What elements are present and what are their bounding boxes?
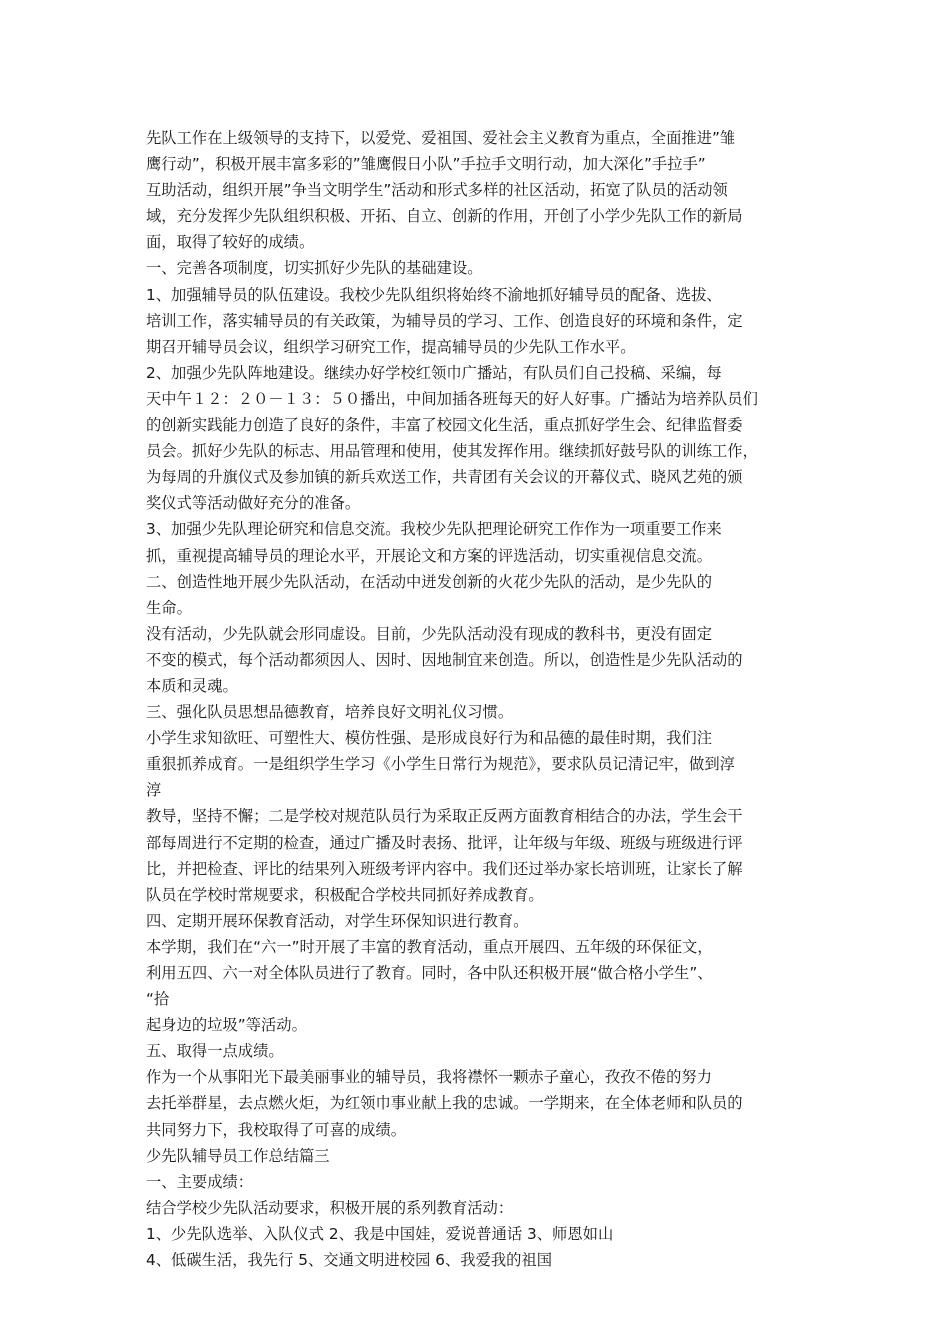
text-line: 2、加强少先队阵地建设。继续办好学校红领巾广播站，有队员们自己投稿、采编，每 — [146, 363, 722, 382]
text-line: 结合学校少先队活动要求，积极开展的系列教育活动： — [146, 1198, 514, 1217]
text-line: 共同努力下，我校取得了可喜的成绩。 — [146, 1120, 407, 1139]
text-line: 奖仪式等活动做好充分的准备。 — [146, 494, 361, 513]
text-line: 比，并把检查、评比的结果列入班级考评内容中。我们还过举办家长培训班，让家长了解 — [146, 859, 743, 878]
text-line: 面，取得了较好的成绩。 — [146, 233, 315, 252]
text-line: 4、低碳生活，我先行 5、交通文明进校园 6、我爱我的祖国 — [146, 1251, 553, 1270]
text-line: 天中午１２：２０－１３：５０播出，中间加插各班每天的好人好事。广播站为培养队员们 — [146, 389, 758, 408]
text-line: 3、加强少先队理论研究和信息交流。我校少先队把理论研究工作作为一项重要工作来 — [146, 520, 722, 539]
text-line: 作为一个从事阳光下最美丽事业的辅导员，我将襟怀一颗赤子童心，孜孜不倦的努力 — [146, 1068, 712, 1087]
text-line: 重狠抓养成育。一是组织学生学习《小学生日常行为规范》，要求队员记清记牢，做到淳 — [146, 755, 735, 774]
text-line: 期召开辅导员会议，组织学习研究工作，提高辅导员的少先队工作水平。 — [146, 337, 636, 356]
text-line: 淳 — [146, 781, 162, 800]
text-line: 少先队辅导员工作总结篇三 — [146, 1146, 330, 1165]
text-line: 1、少先队选举、入队仪式 2、我是中国娃，爱说普通话 3、师恩如山 — [146, 1224, 614, 1243]
text-line: 五、取得一点成绩。 — [146, 1042, 284, 1061]
text-line: 小学生求知欲旺、可塑性大、模仿性强、是形成良好行为和品德的最佳时期，我们注 — [146, 729, 712, 748]
text-line: 去托举群星，去点燃火炬，为红领巾事业献上我的忠诚。一学期来，在全体老师和队员的 — [146, 1094, 743, 1113]
text-line: 域，充分发挥少先队组织积极、开拓、自立、创新的作用，开创了小学少先队工作的新局 — [146, 207, 743, 226]
text-line: 一、完善各项制度，切实抓好少先队的基础建设。 — [146, 259, 483, 278]
text-line: 本质和灵魂。 — [146, 676, 238, 695]
text-line: 起身边的垃圾”等活动。 — [146, 1016, 307, 1035]
text-line: 抓，重视提高辅导员的理论水平，开展论文和方案的评选活动，切实重视信息交流。 — [146, 546, 712, 565]
text-line: 生命。 — [146, 598, 192, 617]
text-line: 员会。抓好少先队的标志、用品管理和使用，使其发挥作用。继续抓好鼓号队的训练工作， — [146, 442, 758, 461]
text-line: 二、创造性地开展少先队活动，在活动中迸发创新的火花少先队的活动，是少先队的 — [146, 572, 712, 591]
text-line: “拾 — [146, 990, 170, 1009]
text-line: 不变的模式，每个活动都须因人、因时、因地制宜来创造。所以，创造性是少先队活动的 — [146, 650, 743, 669]
text-line: 四、定期开展环保教育活动，对学生环保知识进行教育。 — [146, 911, 529, 930]
text-line: 利用五四、六一对全体队员进行了教育。同时，各中队还积极开展“做合格小学生”、 — [146, 964, 713, 982]
text-line: 1、加强辅导员的队伍建设。我校少先队组织将始终不渝地抓好辅导员的配备、选拔、 — [146, 285, 722, 304]
text-line: 的创新实践能力创造了良好的条件，丰富了校园文化生活，重点抓好学生会、纪律监督委 — [146, 416, 743, 435]
text-line: 一、主要成绩： — [146, 1172, 254, 1191]
text-line: 为每周的升旗仪式及参加镇的新兵欢送工作，共青团有关会议的开幕仪式、晓风艺苑的颁 — [146, 468, 743, 487]
text-line: 三、强化队员思想品德教育，培养良好文明礼仪习惯。 — [146, 703, 514, 722]
text-line: 队员在学校时常规要求，积极配合学校共同抓好养成教育。 — [146, 885, 544, 904]
text-line: 本学期，我们在“六一”时开展了丰富的教育活动，重点开展四、五年级的环保征文， — [146, 937, 713, 956]
text-line: 没有活动，少先队就会形同虚设。目前，少先队活动没有现成的教科书，更没有固定 — [146, 624, 712, 643]
text-line: 培训工作，落实辅导员的有关政策，为辅导员的学习、工作、创造良好的环境和条件，定 — [146, 311, 743, 330]
text-line: 教导，坚持不懈；二是学校对规范队员行为采取正反两方面教育相结合的办法，学生会干 — [146, 807, 743, 826]
document-page — [146, 125, 816, 1273]
text-line: 先队工作在上级领导的支持下，以爱党、爱祖国、爱社会主义教育为重点，全面推进”雏 — [146, 129, 736, 147]
text-line: 鹰行动”，积极开展丰富多彩的”雏鹰假日小队”手拉手文明行动，加大深化”手拉手” — [146, 155, 706, 174]
text-line: 部每周进行不定期的检查，通过广播及时表扬、批评，让年级与年级、班级与班级进行评 — [146, 833, 743, 852]
text-line: 互助活动，组织开展”争当文明学生”活动和形式多样的社区活动，拓宽了队员的活动领 — [146, 181, 728, 200]
